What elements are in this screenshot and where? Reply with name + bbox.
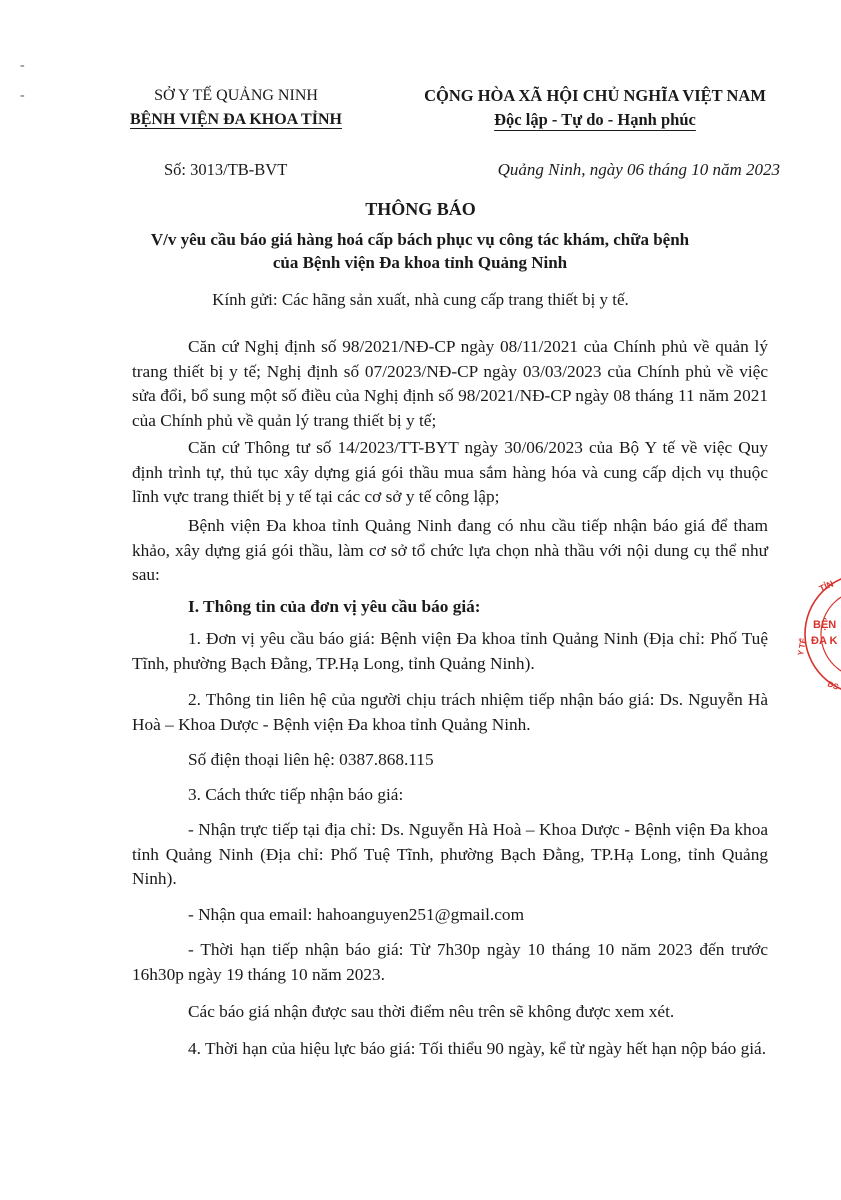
- info-subitem: - Thời hạn tiếp nhận báo giá: Từ 7h30p ngày 10 tháng 10 năm 2023 đến trước 16h30p ngày 19 tháng 10 năm 2023.: [132, 940, 768, 984]
- national-motto: Độc lập - Tự do - Hạnh phúc: [494, 110, 696, 129]
- seal-text-mid: ĐA K: [811, 635, 838, 647]
- legal-basis-paragraph: Căn cứ Thông tư số 14/2023/TT-BYT ngày 30/06/2023 của Bộ Y tế về việc Quy định trình tự, thủ tục xây dựng giá gói thầu mua sắm hàng hóa và cung cấp dịch vụ thuộc lĩnh vực trang thiết bị y tế tại các cơ sở y tế công lập;: [132, 438, 768, 506]
- legal-basis-paragraph: Căn cứ Nghị định số 98/2021/NĐ-CP ngày 08/11/2021 của Chính phủ về quản lý trang thiết bị y tế; Nghị định số 07/2023/NĐ-CP ngày 03/03/2023 của Chính phủ về việc sửa đổi, bổ sung một số điều của Nghị định số 98/2021/NĐ-CP ngày 08 tháng 11 năm 2021 của Chính phủ về quản lý trang thiết bị y tế;: [132, 337, 768, 430]
- issuing-agency: [96, 84, 376, 132]
- info-item: 3. Cách thức tiếp nhận báo giá:: [188, 785, 404, 804]
- agency-parent: SỞ Y TẾ QUẢNG NINH: [154, 87, 318, 104]
- red-seal: [793, 572, 841, 696]
- seal-text-bottom: DS: [826, 679, 840, 692]
- subject-line: V/v yêu cầu báo giá hàng hoá cấp bách phục vụ công tác khám, chữa bệnh: [150, 230, 690, 249]
- margin-mark: -: [20, 58, 25, 73]
- seal-text-top: TỈN: [817, 578, 835, 594]
- info-item: 4. Thời hạn của hiệu lực báo giá: Tối thiểu 90 ngày, kể từ ngày hết hạn nộp báo giá.: [188, 1039, 767, 1058]
- document-subject: [90, 228, 750, 274]
- info-subitem: - Nhận trực tiếp tại địa chỉ: Ds. Nguyễn Hà Hoà – Khoa Dược - Bệnh viện Đa khoa tỉnh Quảng Ninh (Địa chỉ: Phố Tuệ Tĩnh, phường Bạch Đằng, TP.Hạ Long, tỉnh Quảng Ninh).: [132, 820, 768, 888]
- seal-text-mid: BỆN: [813, 619, 837, 631]
- recipient-line: Kính gửi: Các hãng sản xuất, nhà cung cấp trang thiết bị y tế.: [212, 290, 629, 309]
- document-number: Số: 3013/TB-BVT: [164, 160, 288, 179]
- document-title: THÔNG BÁO: [365, 199, 476, 219]
- info-item: 1. Đơn vị yêu cầu báo giá: Bệnh viện Đa khoa tỉnh Quảng Ninh (Địa chỉ: Phố Tuệ Tĩnh, phường Bạch Đằng, TP.Hạ Long, tỉnh Quảng Ninh).: [132, 629, 768, 673]
- document-date: Quảng Ninh, ngày 06 tháng 10 năm 2023: [497, 160, 780, 179]
- purpose-paragraph: Bệnh viện Đa khoa tỉnh Quảng Ninh đang có nhu cầu tiếp nhận báo giá để tham khảo, xây dựng giá gói thầu, làm cơ sở tổ chức lựa chọn nhà thầu với nội dung cụ thể như sau:: [132, 516, 768, 584]
- seal-inner-ring: [821, 590, 841, 678]
- national-name: CỘNG HÒA XÃ HỘI CHỦ NGHĨA VIỆT NAM: [424, 86, 766, 105]
- seal-text-left: Y TẾ: [796, 637, 809, 657]
- section-heading: I. Thông tin của đơn vị yêu cầu báo giá:: [188, 597, 481, 616]
- phone-line: Số điện thoại liên hệ: 0387.868.115: [188, 750, 434, 769]
- national-title: [390, 84, 800, 132]
- email-line: - Nhận qua email: hahoanguyen251@gmail.com: [188, 905, 525, 924]
- info-item: 2. Thông tin liên hệ của người chịu trách nhiệm tiếp nhận báo giá: Ds. Nguyễn Hà Hoà – Khoa Dược - Bệnh viện Đa khoa tỉnh Quảng Ninh.: [132, 690, 768, 734]
- subject-line: của Bệnh viện Đa khoa tỉnh Quảng Ninh: [272, 253, 568, 272]
- note-line: Các báo giá nhận được sau thời điểm nêu trên sẽ không được xem xét.: [188, 1002, 675, 1021]
- margin-mark: -: [20, 88, 25, 103]
- agency-name: BỆNH VIỆN ĐA KHOA TỈNH: [130, 111, 342, 128]
- seal-graphic: [793, 572, 841, 696]
